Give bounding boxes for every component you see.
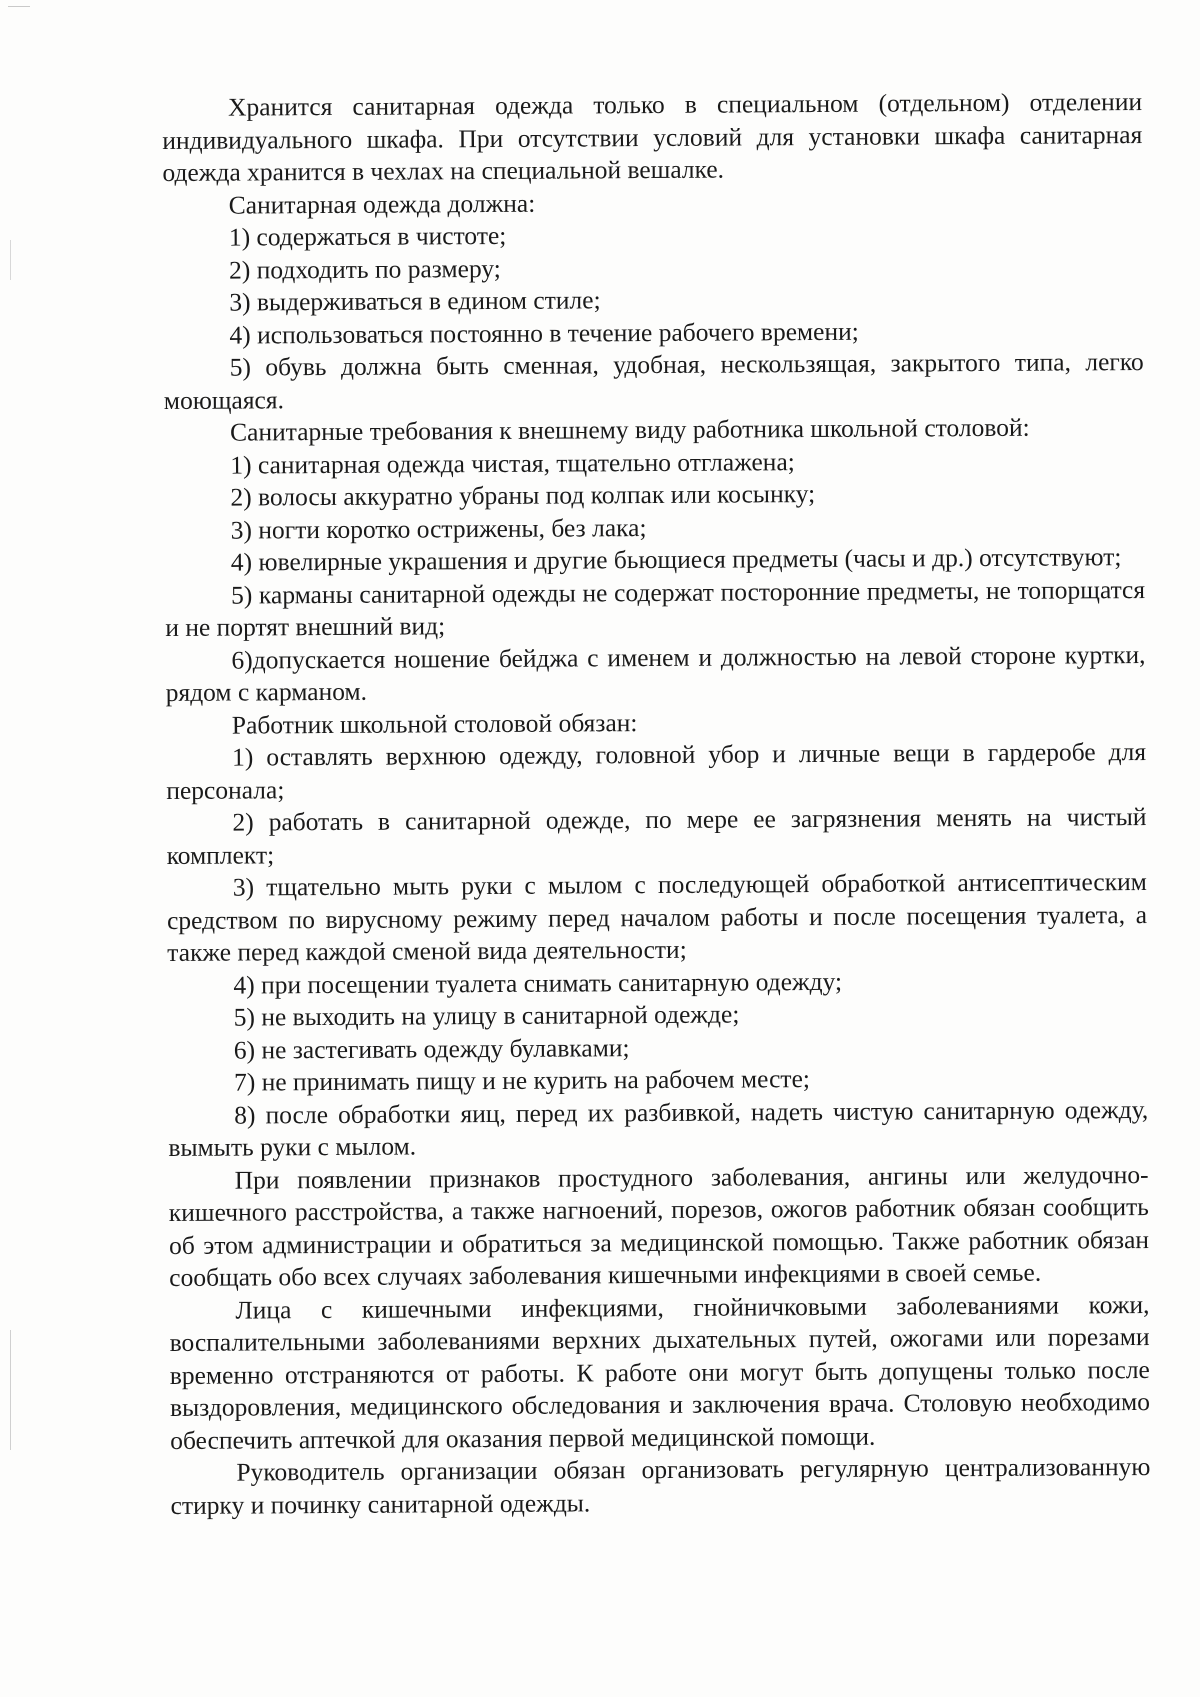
scan-edge-mark [10,1330,11,1450]
list-item: 2) подходить по размеру; [228,253,501,285]
list-item: 4) ювелирные украшения и другие бьющиеся предметы (часы и др.) отсутствуют; [230,542,1122,577]
list-item: 4) использоваться постоянно в течение рабочего времени; [229,316,859,350]
list-item: 5) не выходить на улицу в санитарной одежде; [233,999,740,1032]
list-item: 2) работать в санитарной одежде, по мере ее загрязнения менять на чистый комплект; [166,802,1147,870]
list-item: 4) при посещении туалета снимать санитарную одежду; [233,966,843,1000]
list-item: 1) содержаться в чистоте; [228,220,507,252]
paragraph: Работник школьной столовой обязан: [231,707,638,740]
list-item: 5) обувь должна быть сменная, удобная, нескользящая, закрытого типа, легко моющаяся. [163,347,1144,415]
scan-edge-mark [8,6,30,7]
list-item: 3) выдерживаться в едином стиле; [229,285,601,317]
paragraph: Руководитель организации обязан организовать регулярную централизованную стирку и починку санитарной одежды. [170,1451,1151,1520]
list-item: 7) не принимать пищу и не курить на рабочем месте; [233,1064,811,1097]
list-item: 3) ногти коротко острижены, без лака; [230,512,647,545]
paragraph: Хранится санитарная одежда только в специальном (отдельном) отделении индивидуального шкафа. При отсутствии условий для установки шкафа санитарная одежда хранится в чехлах на специальной вешалке. [162,87,1143,187]
paragraph: При появлении признаков простудного заболевания, ангины или желудочно-кишечного расстройства, а также нагноений, порезов, ожогов работник обязан сообщить об этом администрации и обратиться за медицинской помощью. Также работник обязан сообщать обо всех случаях заболевания кишечными инфекциями в своей семье. [168,1159,1150,1292]
list-item: 2) волосы аккуратно убраны под колпак или косынку; [230,479,816,512]
list-item: 6)допускается ношение бейджа с именем и должностью на левой стороне куртки, рядом с карманом. [165,639,1146,707]
list-item: 8) после обработки яиц, перед их разбивкой, надеть чистую санитарную одежду, вымыть руки с мылом. [168,1094,1149,1162]
list-item: 1) оставлять верхнюю одежду, головной убор и личные вещи в гардеробе для персонала; [166,737,1147,805]
list-item: 1) санитарная одежда чистая, тщательно отглажена; [230,446,795,480]
paragraph: Санитарная одежда должна: [228,188,536,220]
list-item: 3) тщательно мыть руки с мылом с последующей обработкой антисептическим средством по вирусному режиму перед началом работы и после посещения туалета, а также перед каждой сменой вида деятельности; [166,866,1148,967]
paragraph: Санитарные требования к внешнему виду работника школьной столовой: [229,412,1030,447]
document-body [162,86,1151,1522]
scan-edge-mark [10,240,11,280]
list-item: 6) не застегивать одежду булавками; [233,1032,630,1065]
paragraph: Лица с кишечными инфекциями, гнойничковыми заболеваниями кожи, воспалительными заболеваниями верхних дыхательных путей, ожогами или порезами временно отстраняются от работы. К работе они могут быть допущены только после выздоровления, медицинского обследования и заключения врача. Столовую необходимо обеспечить аптечкой для оказания первой медицинской помощи. [169,1289,1151,1455]
list-item: 5) карманы санитарной одежды не содержат посторонние предметы, не топорщатся и не портят внешний вид; [165,574,1146,642]
